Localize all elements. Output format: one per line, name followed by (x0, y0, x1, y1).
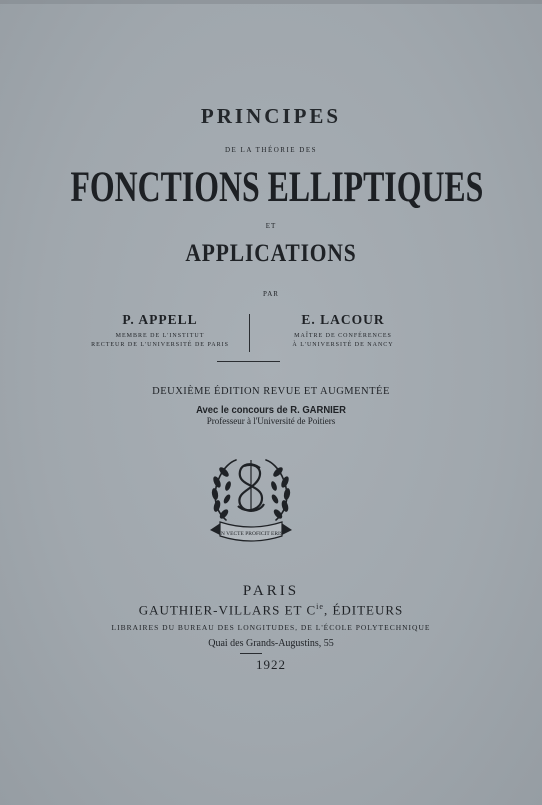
author-title-line: À L'UNIVERSITÉ DE NANCY (292, 342, 394, 348)
title-theorie: DE LA THÉORIE DES (224, 146, 318, 154)
title-fonctions-elliptiques: FONCTIONS ELLIPTIQUES (70, 164, 484, 211)
imprint-libraires: LIBRAIRES DU BUREAU DES LONGITUDES, DE L'ÉCOLE POLYTECHNIQUE (111, 623, 431, 632)
title-par: PAR (263, 290, 279, 298)
author-title-line: MAÎTRE DE CONFÉRENCES (294, 333, 392, 339)
author-title-line: MEMBRE DE L'INSTITUT (115, 333, 205, 339)
author-name: E. LACOUR (301, 312, 385, 327)
imprint-year: 1922 (256, 657, 286, 672)
section-rule (217, 361, 280, 362)
imprint-publisher (0, 602, 542, 618)
author-lacour (268, 312, 418, 350)
title-principes: PRINCIPES (200, 104, 342, 128)
publisher-device-icon (204, 452, 298, 548)
title-applications: APPLICATIONS (185, 240, 357, 267)
collaborator-title: Professeur à l'Université de Poitiers (206, 416, 336, 426)
imprint-city: PARIS (242, 583, 300, 599)
publisher-sup: ie (316, 602, 324, 611)
author-title-line: RECTEUR DE L'UNIVERSITÉ DE PARIS (91, 342, 229, 348)
edition-statement: DEUXIÈME ÉDITION REVUE ET AUGMENTÉE (152, 386, 390, 397)
collaborator-line: Avec le concours de R. GARNIER (196, 404, 346, 416)
device-ribbon-text: IN VECTE PROFICIT ERIS (219, 531, 283, 537)
publisher-role: , ÉDITEURS (323, 602, 404, 618)
author-name: P. APPELL (122, 312, 198, 327)
author-divider (249, 314, 250, 352)
page-edge-shadow (0, 0, 542, 4)
imprint-address: Quai des Grands-Augustins, 55 (208, 638, 334, 649)
imprint-dash (240, 653, 262, 654)
title-et: ET (265, 222, 277, 230)
publisher-name: GAUTHIER-VILLARS ET C (138, 602, 317, 618)
author-appell (80, 312, 240, 350)
